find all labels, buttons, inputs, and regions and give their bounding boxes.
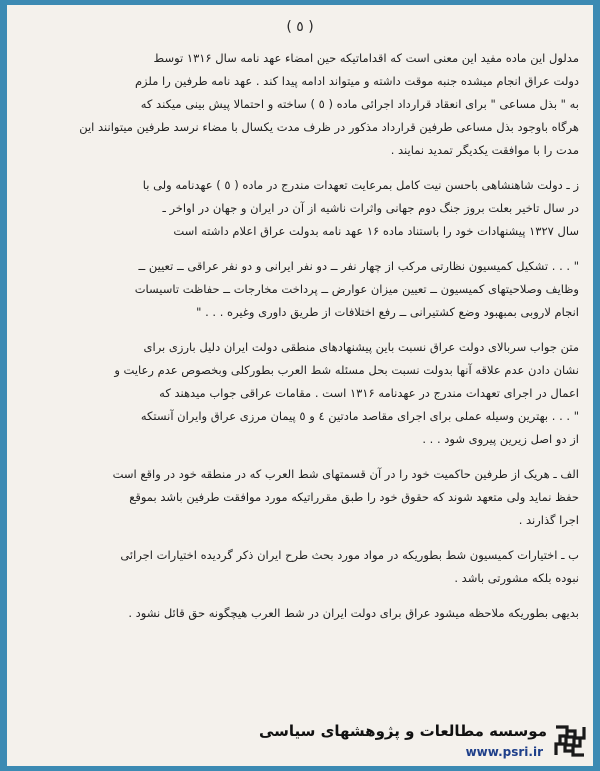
text-line: به " بذل مساعی " برای انعقاد قرارداد اجرائی ماده ( ٥ ) ساخته و احتمالا پیش بینی میکند که — [140, 97, 579, 111]
quoted-paragraph — [25, 255, 579, 324]
document-body — [25, 47, 579, 625]
paragraph — [25, 336, 579, 451]
text-line: دولت عراق انجام میشده جنبه موقت داشته و میتواند ادامه پیدا کند . عهد نامه طرفین را ملزم — [134, 74, 579, 88]
organization-name: موسسه مطالعات و پژوهشهای سیاسی — [258, 722, 547, 740]
organization-url[interactable]: www.psri.ir — [465, 745, 543, 759]
text-line: " . . . بهترین وسیله عملی برای اجرای مقاصد مادتین ٤ و ٥ پیمان مرزی عراق وایران آنستکه — [140, 409, 579, 423]
text-line: حفظ نماید ولی متعهد شوند که حقوق خود را طبق مقرراتیکه مورد موافقت طرفین باشد بموقع — [129, 490, 579, 504]
text-line: سال ۱۳۲۷ پیشنهادات خود را باستناد ماده ۱۶ عهد نامه بدولت عراق اعلام داشته است — [173, 224, 579, 238]
text-line: ب ـ اختیارات کمیسیون شط بطوریکه در مواد مورد بحث طرح ایران ذکر گردیده اختیارات اجرائی — [120, 548, 579, 562]
text-line: مدلول این ماده مفید این معنی است که اقداماتیکه حین امضاء عهد نامه سال ۱۳۱۶ توسط — [153, 51, 579, 65]
paragraph — [25, 602, 579, 625]
paragraph — [25, 174, 579, 243]
paragraph — [25, 47, 579, 162]
text-line: نشان دادن عدم علاقه آنها بدولت نسبت بحل مسئله شط العرب بطورکلی وبخصوص عدم رعایت و — [114, 363, 579, 377]
text-line: ز ـ دولت شاهنشاهی باحسن نیت کامل بمرعایت تعهدات مندرج در ماده ( ٥ ) عهدنامه ولی با — [142, 178, 579, 192]
text-line: وظایف وصلاحیتهای کمیسیون ــ تعیین میزان عوارض ــ پرداخت مخارجات ــ حفاظت تاسیسات — [134, 282, 579, 296]
paragraph — [25, 463, 579, 532]
text-line: متن جواب سربالای دولت عراق نسبت باین پیشنهادهای منطقی دولت ایران دلیل بارزی برای — [143, 340, 579, 354]
text-line: " . . . تشکیل کمیسیون نظارتی مرکب از چهار نفر ــ دو نفر ایرانی و دو نفر عراقی ــ تعیین ــ — [138, 259, 579, 273]
text-line: اعمال در اجرای تعهدات مندرج در عهدنامه ۱۳۱۶ است . مقامات عراقی جواب میدهند که — [159, 386, 579, 400]
knot-emblem-icon — [553, 724, 587, 758]
text-line: در سال تاخیر بعلت بروز جنگ دوم جهانی واثرات ناشیه از آن در ایران و جهان در اواخر ـ — [162, 201, 579, 215]
page-number: ( ٥ ) — [286, 19, 314, 35]
text-line: هرگاه باوجود بذل مساعی طرفین قرارداد مذکور در ظرف مدت یکسال با مضاء نرسد طرفین میتوانند این — [79, 120, 579, 134]
paragraph — [25, 544, 579, 590]
text-line: انجام لاروبی بمبهبود وضع کشتیرانی ــ رفع اختلافات از طریق داوری وغیره . . . " — [196, 305, 579, 319]
text-line: الف ـ هریک از طرفین حاکمیت خود را در آن قسمتهای شط العرب که در منطقه خود در واقع است — [112, 467, 579, 481]
document-page — [7, 5, 593, 766]
text-line: از دو اصل زیرین پیروی شود . . . — [422, 432, 579, 446]
text-line: بدیهی بطوریکه ملاحظه میشود عراق برای دولت ایران در شط العرب هیچگونه حق قائل نشود . — [128, 606, 579, 620]
text-line: مدت را با موافقت یکدیگر تمدید نمایند . — [390, 143, 579, 157]
watermark-footer — [258, 718, 593, 766]
text-line: اجرا گذارند . — [518, 513, 579, 527]
text-line: نبوده بلکه مشورتی باشد . — [454, 571, 579, 585]
